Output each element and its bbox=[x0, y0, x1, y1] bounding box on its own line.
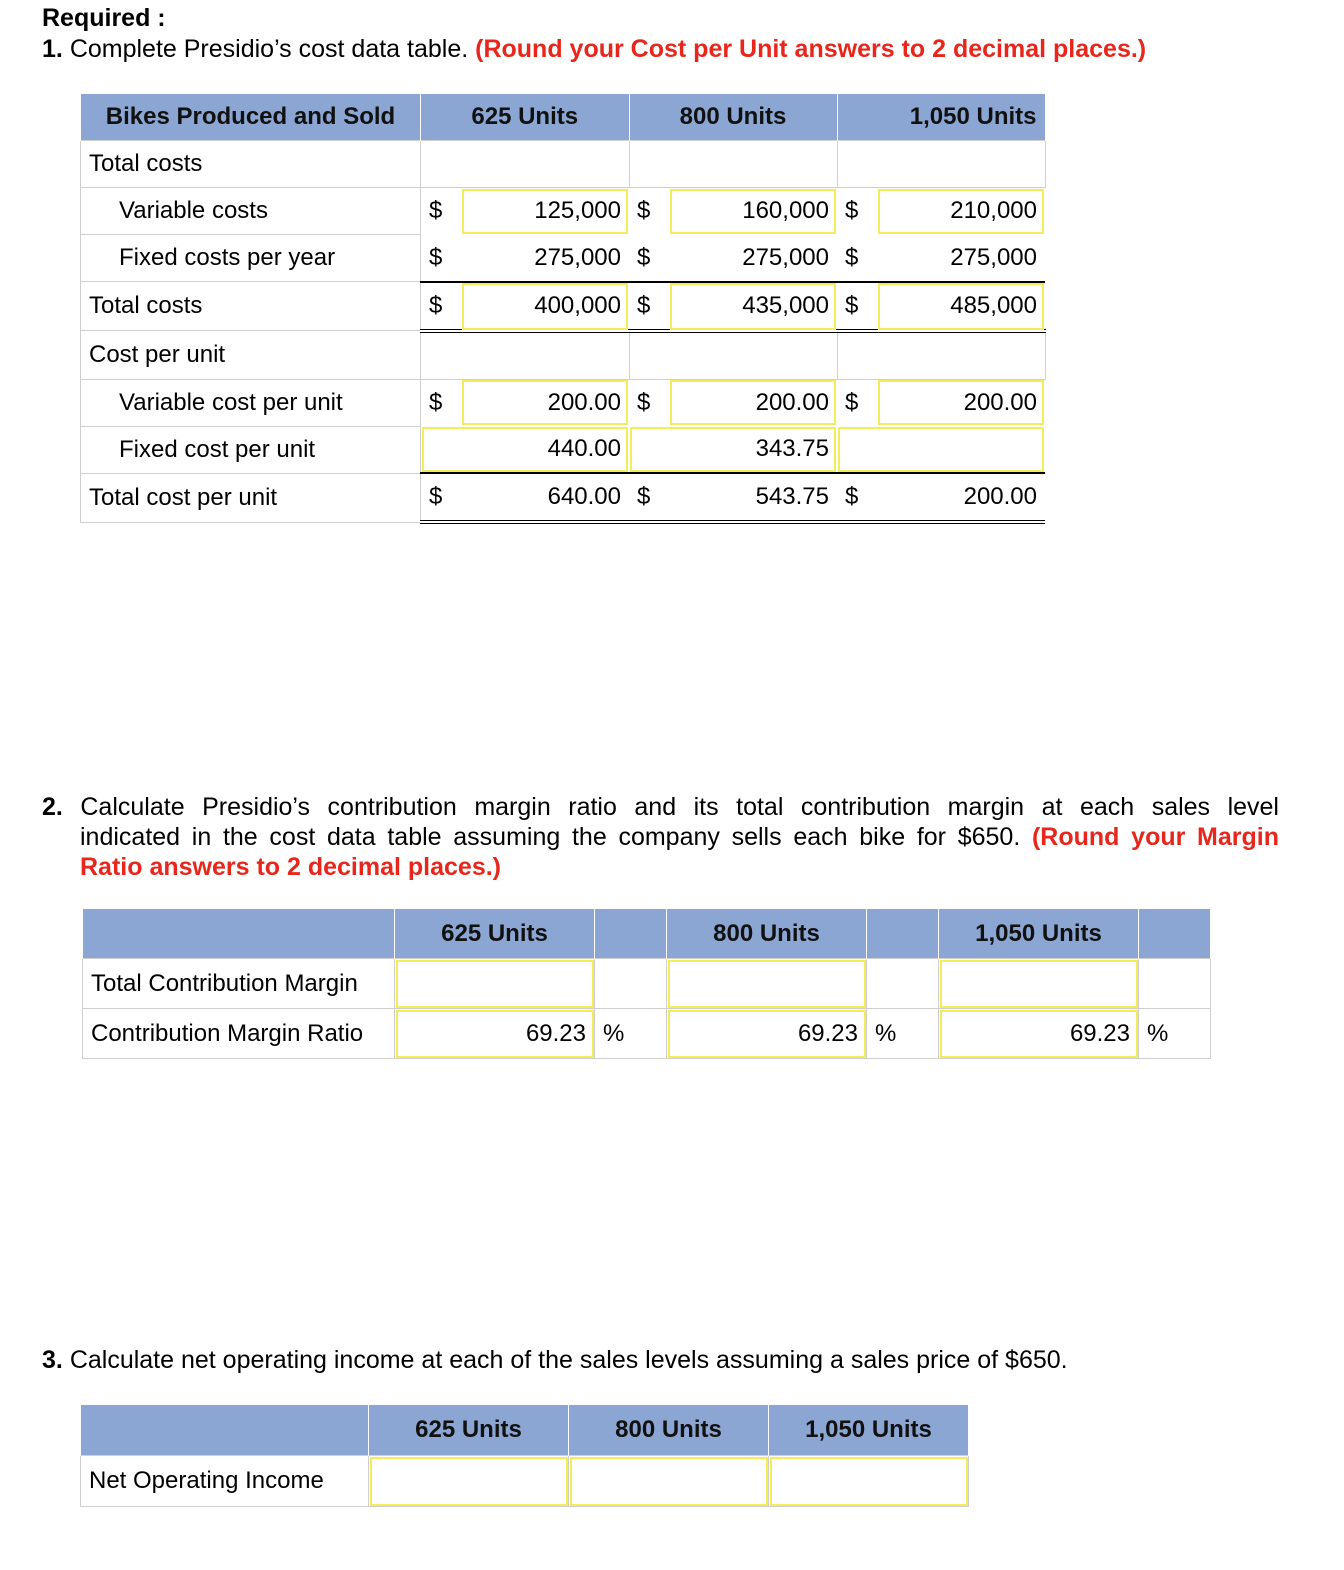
total-cost-per-unit-625: 640.00 bbox=[461, 473, 629, 522]
total-cm-800-input[interactable] bbox=[667, 959, 867, 1009]
fixed-costs-625: 275,000 bbox=[534, 243, 621, 271]
question-3-number: 3. bbox=[42, 1346, 63, 1374]
currency-symbol: $ bbox=[845, 388, 859, 416]
header-800-units: 800 Units bbox=[629, 94, 837, 141]
cm-ratio-625-input[interactable]: 69.23 bbox=[395, 1009, 595, 1059]
header-1050-units: 1,050 Units bbox=[939, 909, 1139, 959]
row-label-fixed-cost-per-unit: Fixed cost per unit bbox=[81, 426, 421, 473]
header-800-units: 800 Units bbox=[667, 909, 867, 959]
currency-symbol: $ bbox=[637, 197, 651, 225]
total-cost-per-unit-1050: 200.00 bbox=[877, 473, 1045, 522]
percent-sign: % bbox=[1139, 1009, 1211, 1059]
cost-data-table bbox=[80, 94, 1046, 524]
fixed-costs-1050: 275,000 bbox=[950, 243, 1037, 271]
variable-costs-1050[interactable]: 210,000 bbox=[877, 188, 1045, 235]
row-label-total-costs: Total costs bbox=[81, 282, 421, 331]
question-1 bbox=[42, 34, 1146, 64]
variable-costs-800[interactable]: 160,000 bbox=[669, 188, 837, 235]
currency-symbol: $ bbox=[429, 388, 443, 416]
total-costs-625[interactable]: 400,000 bbox=[461, 282, 629, 331]
currency-symbol: $ bbox=[629, 282, 669, 331]
currency-symbol: $ bbox=[429, 243, 443, 271]
currency-symbol: $ bbox=[637, 388, 651, 416]
currency-symbol: $ bbox=[637, 243, 651, 271]
header-1050-units: 1,050 Units bbox=[837, 94, 1045, 141]
row-label-cost-per-unit-head: Cost per unit bbox=[81, 331, 421, 380]
row-label-total-costs-head: Total costs bbox=[81, 141, 421, 188]
fixed-costs-800: 275,000 bbox=[742, 243, 829, 271]
fixed-cost-per-unit-1050[interactable] bbox=[837, 426, 1045, 473]
question-2-note-a: (Round your Margin bbox=[1031, 823, 1279, 851]
row-label-total-contribution-margin: Total Contribution Margin bbox=[83, 959, 395, 1009]
row-label-total-cost-per-unit: Total cost per unit bbox=[81, 473, 421, 522]
header-625-units: 625 Units bbox=[395, 909, 595, 959]
contribution-margin-table bbox=[82, 909, 1211, 1059]
currency-symbol: $ bbox=[429, 197, 443, 225]
currency-symbol: $ bbox=[845, 197, 859, 225]
fixed-cost-per-unit-625[interactable]: 440.00 bbox=[421, 426, 630, 473]
cm-ratio-800-input[interactable]: 69.23 bbox=[667, 1009, 867, 1059]
question-1-note: (Round your Cost per Unit answers to 2 decimal places.) bbox=[475, 35, 1147, 63]
noi-625-input[interactable] bbox=[369, 1456, 569, 1507]
header-800-units: 800 Units bbox=[569, 1405, 769, 1456]
header-625-units: 625 Units bbox=[421, 94, 630, 141]
header-bikes-produced: Bikes Produced and Sold bbox=[81, 94, 421, 141]
net-operating-income-table bbox=[80, 1405, 969, 1507]
question-2-line1: Calculate Presidio’s contribution margin ratio and its total contribution margin at each sales level bbox=[80, 793, 1279, 821]
noi-800-input[interactable] bbox=[569, 1456, 769, 1507]
row-label-fixed-costs: Fixed costs per year bbox=[81, 235, 421, 282]
row-label-variable-costs: Variable costs bbox=[81, 188, 421, 235]
variable-cost-per-unit-1050[interactable]: 200.00 bbox=[877, 379, 1045, 426]
total-cm-625-input[interactable] bbox=[395, 959, 595, 1009]
variable-costs-625[interactable]: 125,000 bbox=[461, 188, 629, 235]
question-1-text: Complete Presidio’s cost data table. bbox=[69, 35, 469, 63]
question-2-line2: indicated in the cost data table assuming the company sells each bike for $650. bbox=[80, 823, 1021, 851]
variable-cost-per-unit-800[interactable]: 200.00 bbox=[669, 379, 837, 426]
percent-sign: % bbox=[595, 1009, 667, 1059]
required-title: Required : bbox=[42, 4, 166, 32]
variable-cost-per-unit-625[interactable]: 200.00 bbox=[461, 379, 629, 426]
fixed-cost-per-unit-800[interactable]: 343.75 bbox=[629, 426, 837, 473]
row-label-net-operating-income: Net Operating Income bbox=[81, 1456, 369, 1507]
header-625-units: 625 Units bbox=[369, 1405, 569, 1456]
row-label-contribution-margin-ratio: Contribution Margin Ratio bbox=[83, 1009, 395, 1059]
question-2 bbox=[42, 792, 1279, 882]
question-1-number: 1. bbox=[42, 35, 63, 63]
total-cm-1050-input[interactable] bbox=[939, 959, 1139, 1009]
currency-symbol: $ bbox=[421, 282, 462, 331]
row-label-variable-cost-per-unit: Variable cost per unit bbox=[81, 379, 421, 426]
question-3 bbox=[42, 1345, 1068, 1375]
question-2-note-b: Ratio answers to 2 decimal places.) bbox=[80, 853, 501, 881]
header-1050-units: 1,050 Units bbox=[769, 1405, 969, 1456]
noi-1050-input[interactable] bbox=[769, 1456, 969, 1507]
question-3-text: Calculate net operating income at each of the sales levels assuming a sales price of $650. bbox=[69, 1346, 1068, 1374]
percent-sign: % bbox=[867, 1009, 939, 1059]
total-cost-per-unit-800: 543.75 bbox=[669, 473, 837, 522]
total-costs-800[interactable]: 435,000 bbox=[669, 282, 837, 331]
currency-symbol: $ bbox=[421, 473, 462, 522]
cm-ratio-1050-input[interactable]: 69.23 bbox=[939, 1009, 1139, 1059]
total-costs-1050[interactable]: 485,000 bbox=[877, 282, 1045, 331]
currency-symbol: $ bbox=[837, 473, 877, 522]
currency-symbol: $ bbox=[837, 282, 877, 331]
question-2-number: 2. bbox=[42, 793, 63, 821]
currency-symbol: $ bbox=[845, 243, 859, 271]
currency-symbol: $ bbox=[629, 473, 669, 522]
